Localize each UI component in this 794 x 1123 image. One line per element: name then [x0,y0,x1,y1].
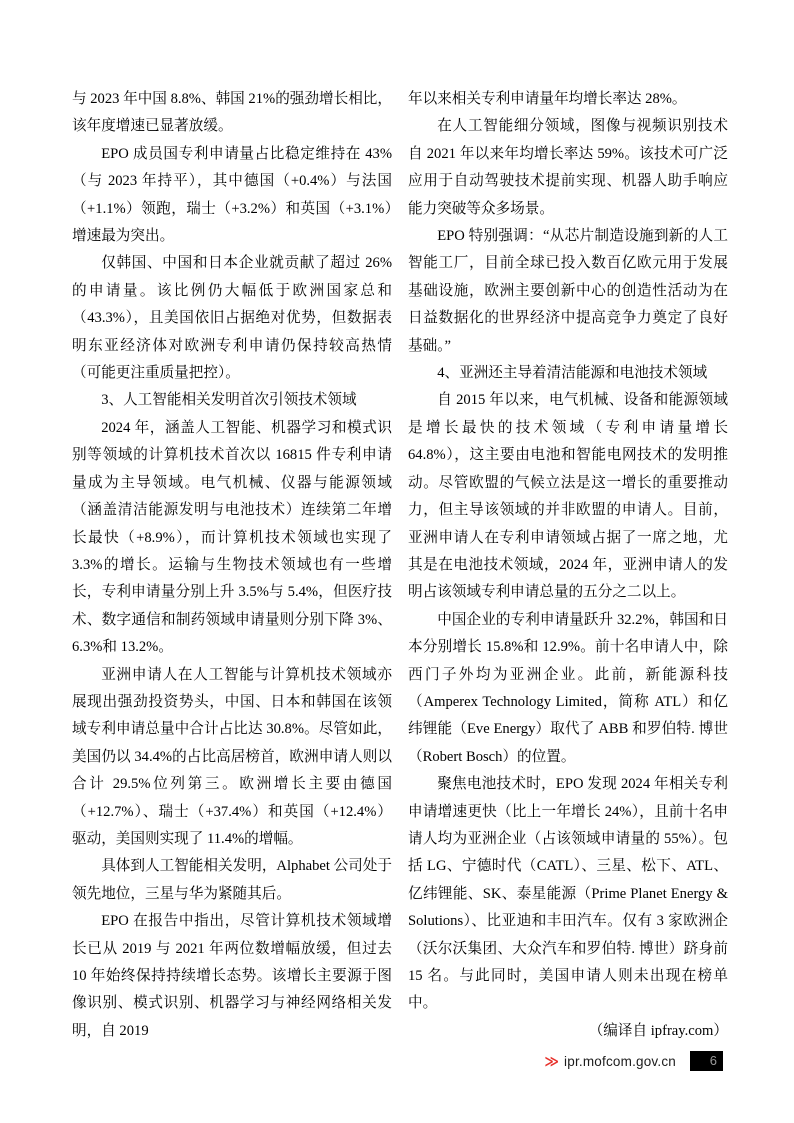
paragraph: 具体到人工智能相关发明，Alphabet 公司处于领先地位，三星与华为紧随其后。 [72,858,392,902]
footer-site-url: ipr.mofcom.gov.cn [564,1053,676,1069]
paragraph: 自 2015 年以来，电气机械、设备和能源领域是增长最快的技术领域（专利申请量增长 64.8%），这主要由电池和智能电网技术的发明推动。尽管欧盟的气候立法是这一增长的重要推动力，但主导该领域的并非欧盟的申请人。目前，亚洲申请人在专利申请领域占据了一席之地，尤其是在电池技术领域，2024 年，亚洲申请人的发明占该领域专利申请总量的五分之二以上。 [408,392,728,601]
section-heading-3: 3、人工智能相关发明首次引领技术领域 [101,392,357,409]
article-body [72,86,728,1045]
paragraph: 年以来相关专利申请量年均增长率达 28%。 [408,91,687,107]
paragraph: 聚焦电池技术时，EPO 发现 2024 年相关专利申请增速更快（比上一年增长 24%），且前十名申请人均为亚洲企业（占该领域申请量的 55%）。包括 LG、宁德时代（CATL）、三星、松下、ATL、亿纬锂能、SK、泰星能源（Prime Planet Energy & Solutions）、比亚迪和丰田汽车。仅有 3 家欧洲企（沃尔沃集团、大众汽车和罗伯特. 博世）跻身前 15 名。与此同时，美国申请人则未出现在榜单中。 [408,776,728,1012]
page-footer [544,1050,723,1072]
paragraph: EPO 特别强调：“从芯片制造设施到新的人工智能工厂，目前全球已投入数百亿欧元用于发展基础设施，欧洲主要创新中心的创造性活动为在日益数据化的世界经济中提高竞争力奠定了良好基础。” [408,228,728,354]
paragraph: 亚洲申请人在人工智能与计算机技术领域亦展现出强劲投资势头，中国、日本和韩国在该领域专利申请总量中合计占比达 30.8%。尽管如此，美国仍以 34.4%的占比高居榜首，欧洲申请人则以合计 29.5%位列第三。欧洲增长主要由德国（+12.7%）、瑞士（+37.4%）和英国（+12.4%）驱动，美国则实现了 11.4%的增幅。 [72,666,392,847]
paragraph: 在人工智能细分领域，图像与视频识别技术自 2021 年以来年均增长率达 59%。该技术可广泛应用于自动驾驶技术提前实现、机器人助手响应能力突破等众多场景。 [408,118,728,217]
left-column [72,86,392,1045]
right-column [408,86,728,1045]
paragraph: 仅韩国、中国和日本企业就贡献了超过 26%的申请量。该比例仍大幅低于欧洲国家总和（43.3%），且美国依旧占据绝对优势，但数据表明东亚经济体对欧洲专利申请仍保持较高热情（可能更注重质量把控）。 [72,255,392,382]
paragraph: 中国企业的专利申请量跃升 32.2%，韩国和日本分别增长 15.8%和 12.9%。前十名申请人中，除西门子外均为亚洲企业。此前，新能源科技（Amperex Technology Limited，简称 ATL）和亿纬锂能（Eve Energy）取代了 ABB 和罗伯特. 博世（Robert Bosch）的位置。 [408,611,728,765]
page-number-badge: 6 [690,1051,723,1071]
paragraph: EPO 在报告中指出，尽管计算机技术领域增长已从 2019 与 2021 年两位数增幅放缓，但过去 10 年始终保持持续增长态势。该增长主要源于图像识别、模式识别、机器学习与神经网络相关发明，自 2019 [72,913,392,1039]
source-attribution: （编译自 ipfray.com） [588,1022,728,1039]
paragraph: 2024 年，涵盖人工智能、机器学习和模式识别等领域的计算机技术首次以 16815 件专利申请量成为主导领域。电气机械、仪器与能源领域（涵盖清洁能源发明与电池技术）连续第二年增长最快（+8.9%），而计算机技术领域也实现了 3.3%的增长。运输与生物技术领域也有一些增长，专利申请量分别上升 3.5%与 5.4%，但医疗技术、数字通信和制药领域申请量则分别下降 3%、6.3%和 13.2%。 [72,419,392,656]
double-chevron-icon: ≫ [544,1053,559,1069]
paragraph: 与 2023 年中国 8.8%、韩国 21%的强劲增长相比，该年度增速已显著放缓。 [72,91,392,135]
paragraph: EPO 成员国专利申请量占比稳定维持在 43%（与 2023 年持平），其中德国（+0.4%）与法国（+1.1%）领跑，瑞士（+3.2%）和英国（+3.1%）增速最为突出。 [72,145,392,245]
section-heading-4: 4、亚洲还主导着清洁能源和电池技术领域 [437,365,708,382]
